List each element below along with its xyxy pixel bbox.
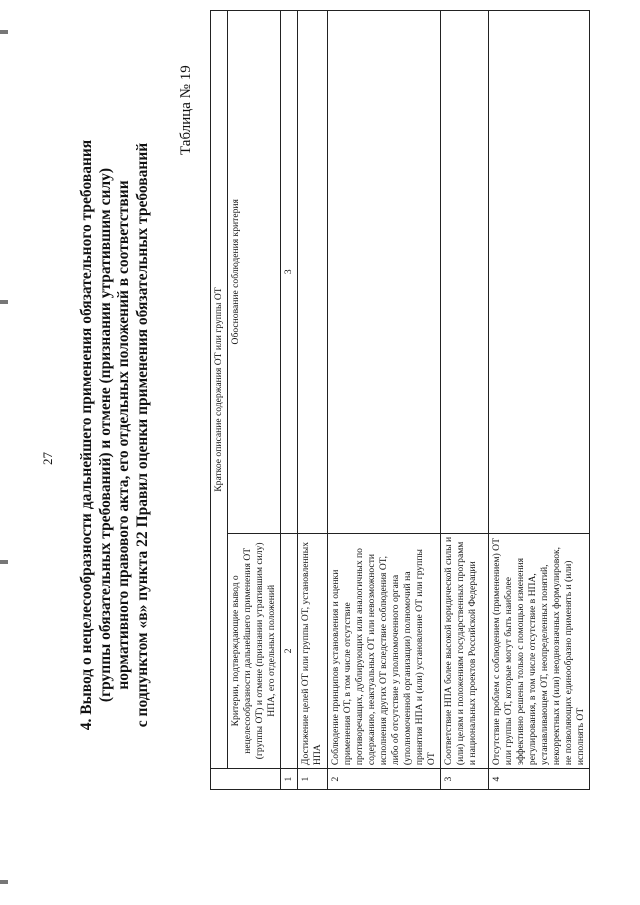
- row-number: 1: [298, 769, 328, 790]
- numbers-row-cell: 2: [281, 533, 298, 769]
- page-number: 27: [40, 452, 55, 465]
- section-title: [78, 85, 152, 785]
- header-col-criteria: Критерии, подтверждающие вывод о нецелесообразности дальнейшего применения ОТ (группы ОТ) и отмене (признании утратившим силу) НПА, его отдельных положений: [228, 533, 281, 769]
- criteria-table: [210, 10, 590, 790]
- title-line: с подпунктом «в» пункта 22 Правил оценки применения обязательных требований: [133, 142, 151, 728]
- row-criterion: Соответствие НПА более высокой юридической силы и (или) целям и положениям государственных программ и национальных проектов Российской Федерации: [441, 533, 489, 769]
- row-justification: [298, 11, 328, 534]
- row-criterion: Отсутствие проблем с соблюдением (применением) ОТ или группы ОТ, которые могут быть наиболее эффективно решены только с помощью изменения регулирования, в том числе отсутствие в НПА, устанавливающем ОТ, неопределенных понятий, некорректных и (или) неоднозначных формулировок, не позволяющих единообразно применять и (или) исполнять ОТ: [489, 533, 590, 769]
- row-justification: [489, 11, 590, 534]
- row-number: 4: [489, 769, 590, 790]
- row-criterion: Достижение целей ОТ или группы ОТ, установленных НПА: [298, 533, 328, 769]
- row-justification: [441, 11, 489, 534]
- header-col-number: [211, 769, 281, 790]
- title-line: 4. Вывод о нецелесообразности дальнейшего применения обязательного требования: [78, 139, 95, 731]
- title-line: нормативного правового акта, его отдельных положений в соответствии: [115, 180, 132, 690]
- header-col-justification: Обоснование соблюдения критерия: [228, 11, 281, 534]
- row-number: 3: [441, 769, 489, 790]
- title-line: (группы обязательных требований) и отмене (признании утратившим силу): [96, 167, 114, 703]
- table-label: Таблица № 19: [178, 65, 194, 155]
- numbers-row-cell: 3: [281, 11, 298, 534]
- row-number: 2: [328, 769, 441, 790]
- header-group: Краткое описание содержания ОТ или группы ОТ: [211, 11, 228, 769]
- row-criterion: Соблюдение принципов установления и оценки применения ОТ, в том числе отсутствие противоречащих, дублирующих или аналогичных по содержанию, неактуальных ОТ или невозможности исполнения других ОТ вследствие соблюдения ОТ, либо об отсутствие у уполномоченного органа (уполномоченной организации) полномочий на принятия НПА и (или) установление ОТ или группы ОТ: [328, 533, 441, 769]
- row-justification: [328, 11, 441, 534]
- numbers-row-cell: 1: [281, 769, 298, 790]
